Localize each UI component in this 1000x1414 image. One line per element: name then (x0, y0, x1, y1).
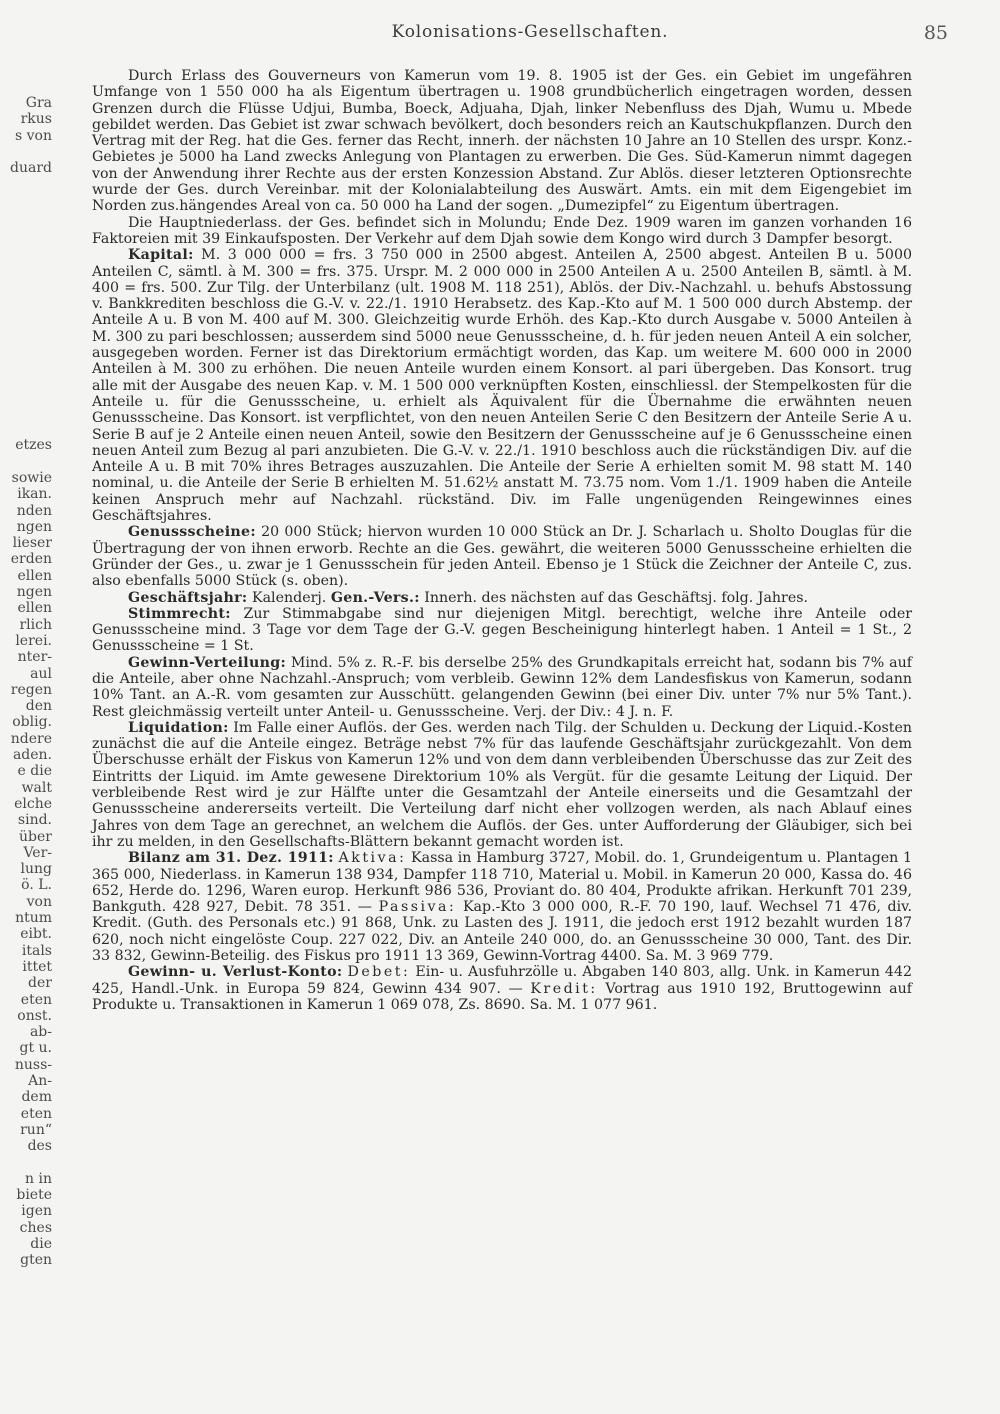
margin-fragment: nter- (17, 649, 52, 666)
margin-fragment: gten (20, 1252, 52, 1269)
margin-fragment: nden (16, 502, 52, 519)
margin-fragment: ches (19, 1219, 52, 1236)
margin-fragment: Ver- (23, 844, 52, 861)
margin-fragment: des (27, 1138, 52, 1155)
margin-fragment: aden. (12, 747, 52, 763)
margin-fragment: die (30, 1236, 52, 1252)
debet-text: Ein- u. Ausfuhrzölle u. Abgaben 140 803, allg. Unk. in Kamerun 442 425, Handl.-Unk. in Europa 59 824, Gewinn 434 907. — (92, 964, 913, 997)
section-label: Genussscheine: (128, 524, 256, 541)
margin-fragment: oblig. (12, 714, 52, 731)
article-body (92, 68, 912, 1013)
section-label: Liquidation: (128, 719, 229, 736)
passiva-label: Passiva: (378, 899, 457, 916)
margin-fragment: ellen (17, 567, 52, 584)
aktiva-label: Aktiva: (338, 850, 407, 867)
section-text: M. 3 000 000 = frs. 3 750 000 in 2500 abgest. Anteilen A, 2500 abgest. Anteilen B u. 5000 Anteilen C, sämtl. à M. 300 = frs. 375. Urspr. M. 2 000 000 in 2500 Anteilen A u. 2500 Anteilen B, sämtl. à M. 400 = frs. 500. Zur Tilg. der Unterbilanz (ult. 1908 M. 118 251), Ablös. der Div.-Nachzahl. u. behufs Abstossung v. Bankkrediten beschloss die G.-V. v. 22./1. 1910 Herabsetz. des Kap.-Kto auf M. 1 500 000 durch Abstemp. der Anteile A u. B von M. 400 auf M. 300. Gleichzeitig wurde Erhöh. des Kap.-Kto durch Ausgabe v. 5000 Anteilen à M. 300 zu pari beschlossen; ausserdem sind 5000 neue Genussscheine, d. h. für jeden neuen Anteil A ein solcher, ausgegeben worden. Ferner ist das Direktorium ermächtigt worden, das Kap. um weitere M. 600 000 in 2000 Anteilen à M. 300 zu erhöhen. Die neuen Anteile wurden einem Konsort. al pari übergeben. Das Konsort. trug alle mit der Ausgabe des neuen Kap. v. M. 1 500 000 verknüpften Kosten, einschliessl. der Stempelkosten für die Anteile u. für die Genussscheine, u. erhielt als Äquivalent für die Übernahme die erwähnten neuen Genussscheine. Das Konsort. ist verpflichtet, von den neuen Anteilen Serie C den Besitzern der Anteile Serie A u. Serie B auf je 2 Anteile einen neuen Anteil, sowie den Besitzern der Genussscheine auf je 6 Genussscheine einen neuen Anteil zum Bezug al pari anzubieten. Die G.-V. v. 22./1. 1910 beschloss auch die rückständigen Div. auf die Anteile A u. B mit 70% ihres Betrages auszuzahlen. Die Anteile der Serie A erhielten somit M. 98 statt M. 140 nominal, u. die Anteile der Serie B erhielten M. 51.62½ anstatt M. 73.75 nom. Vom 1./1. 1909 haben die Anteile keinen Anspruch mehr auf Nachzahl. rückständ. Div. im Falle ungenügenden Reingewinnes eines Geschäftsjahres. (92, 247, 912, 525)
page-number: 85 (923, 22, 948, 44)
section-text: Zur Stimmabgabe sind nur diejenigen Mitgl. berechtigt, welche ihre Anteile oder Genussscheine mind. 3 Tage vor dem Tage der G.-V. gegen Bescheinigung hinterlegt haben. 1 Anteil = 1 St., 2 Genussscheine = 1 St. (92, 605, 912, 655)
margin-fragment: eibt. (20, 926, 52, 943)
margin-fragment: sind. (17, 812, 52, 829)
section-gewinn-verteilung (92, 655, 912, 720)
margin-fragment: ngen (16, 584, 52, 600)
margin-fragment: igen (21, 1203, 52, 1220)
margin-fragment: Gra (25, 95, 52, 111)
kredit-text: Vortrag aus 1910 192, Bruttogewinn auf Produkte u. Transaktionen in Kamerun 1 069 078, Zs. 8690. Sa. M. 1 077 961. (92, 980, 913, 1013)
margin-fragment: erden (10, 551, 52, 568)
section-label: Gen.-Vers.: (330, 589, 420, 606)
margin-fragment: regen (10, 681, 52, 698)
margin-fragment: eten (20, 991, 52, 1008)
page-header (90, 22, 970, 52)
margin-fragment: ab- (29, 1024, 52, 1041)
section-label: Gewinn-Verteilung: (128, 654, 286, 671)
previous-page-edge (0, 95, 58, 1395)
section-liquidation (92, 720, 912, 850)
margin-fragment: run“ (20, 1121, 52, 1138)
aktiva-text: Kassa in Hamburg 3727, Mobil. do. 1, Grundeigentum u. Plantagen 1 365 000, Niederlass. in Kamerun 138 934, Dampfer 118 710, Material u. Mobil. in Kamerun 20 000, Kassa do. 46 652, Herde do. 1296, Waren europ. Herkunft 986 536, Proviant do. 80 404, Produkte afrikan. Herkunft 701 239, Bankguth. 428 927, Debit. 78 351. — (92, 850, 912, 916)
passiva-text: Kap.-Kto 3 000 000, R.-F. 70 190, lauf. Wechsel 71 476, div. Kredit. (Guth. des Personals etc.) 91 868, Unk. zu Lasten des J. 1911, die jedoch erst 1912 bezahlt wurden 187 620, noch nicht eingelöste Coup. 227 022, Div. an Anteile 240 000, do. an Genussscheine 30 000, Tant. des Dir. 33 832, Gewinn-Beteilig. des Fiskus pro 1911 13 369, Gewinn-Vortrag 4400. Sa. M. 3 969 779. (92, 899, 913, 965)
margin-fragment: den (25, 698, 52, 715)
section-stimmrecht (92, 606, 912, 655)
margin-fragment: ngen (16, 518, 52, 535)
margin-fragment: elche (14, 795, 52, 812)
section-text: Innerh. des nächsten auf das Geschäftsj. folg. Jahres. (424, 589, 809, 606)
margin-fragment: e die (17, 763, 52, 780)
margin-fragment: dem (21, 1089, 52, 1106)
debet-label: Debet: (347, 964, 411, 981)
section-text: Im Falle einer Auflös. der Ges. werden nach Tilg. der Schulden u. Deckung der Liquid.-Kosten zunächst die auf die Anteile eingez. Beträge nebst 7% für das laufende Geschäftsjahr zurückgezahlt. Von dem Überschusse erhält der Fiskus von Kamerun 12% und von dem dann verbleibenden Überschusse das zur Zeit des Eintritts der Liquid. im Amte gewesene Direktorium 10% als Vergüt. für die gesamte Leitung der Liquid. Der verbleibende Rest wird je zur Hälfte unter die Gesamtzahl der Anteile einerseits und die Gesamtzahl der Genussscheine andererseits verteilt. Die Verteilung darf nicht eher vollzogen werden, als nach Ablauf eines Jahres von dem Tage an gerechnet, an welchem die Auflös. der Ges. unter Aufforderung der Gläubiger, sich bei ihr zu melden, in den Gesellschafts-Blättern bekannt gemacht worden ist. (92, 719, 913, 850)
margin-fragment: ittet (22, 958, 52, 975)
margin-fragment: über (19, 828, 52, 845)
section-text: Kalenderj. (252, 589, 327, 606)
margin-fragment: ndere (10, 730, 52, 747)
section-label: Gewinn- u. Verlust-Konto: (128, 964, 343, 981)
margin-fragment: sowie (11, 469, 52, 486)
margin-fragment: duard (10, 160, 52, 177)
paragraph-grant: Durch Erlass des Gouverneurs von Kamerun vom 19. 8. 1905 ist der Ges. ein Gebiet im ungefähren Umfange von 1 550 000 ha als Eigentum übertragen u. 1908 grundbücherlich eingetragen worden, dessen Grenzen durch die Flüsse Udjui, Bumba, Boeck, Adjuaha, Djah, linker Nebenfluss des Djah, Wumu u. Mbede gebildet werden. Das Gebiet ist zwar schwach bevölkert, doch besonders reich an Kautschukpflanzen. Durch den Vertrag mit der Reg. hat die Ges. ferner das Recht, innerh. der nächsten 10 Jahre an 10 Stellen des urspr. Konz.-Gebietes je 5000 ha Land zwecks Anlegung von Plantagen zu erwerben. Die Ges. Süd-Kamerun nimmt dagegen von der Anwendung ihrer Rechte aus der ersten Konzession Abstand. Zur Ablös. dieser letzteren Optionsrechte wurde der Ges. durch Vereinbar. mit der Kolonialabteilung des Auswärt. Amts. ein mit dem Eigengebiet im Norden zus.hängendes Areal von ca. 50 000 ha Land der sogen. „Dumezipfel“ zu Eigentum übertragen. (92, 68, 912, 215)
margin-fragment: s von (15, 127, 52, 144)
margin-fragment: rkus (20, 111, 52, 128)
section-geschaeftsjahr (92, 590, 912, 606)
margin-fragment: itals (21, 942, 52, 959)
margin-fragment: der (28, 975, 52, 992)
margin-fragment: von (26, 893, 52, 910)
kredit-label: Kredit: (530, 980, 598, 997)
margin-fragment: walt (21, 779, 52, 796)
section-text: Mind. 5% z. R.-F. bis derselbe 25% des Grundkapitals erreicht hat, sodann bis 7% auf die Anteile, aber ohne Nachzahl.-Anspruch; vom verbleib. Gewinn 12% dem Landesfiskus von Kamerun, sodann 10% Tant. an A.-R. vom gesamten zur Ausschütt. gelangenden Gewinn (bei einer Div. unter 7% nur 5% Tant.). Rest gleichmässig verteilt unter Anteil- u. Genussscheine. Verj. der Div.: 4 J. n. F. (92, 654, 913, 720)
margin-fragment: onst. (17, 1007, 52, 1024)
margin-fragment: nuss- (14, 1056, 52, 1073)
margin-fragment: ntum (15, 910, 52, 926)
section-text: 20 000 Stück; hiervon wurden 10 000 Stück an Dr. J. Scharlach u. Sholto Douglas für die Übertragung der von ihnen erworb. Rechte an die Ges. gewährt, die weiteren 5000 Genussscheine erhielten die Gründer der Ges., u. zwar je 1 Genussschein für jeden Anteil. Ebenso je 1 Stück die Zeichner der Anteile C, zus. also ebenfalls 5000 Stück (s. oben). (92, 524, 912, 590)
margin-fragment: rlich (19, 616, 52, 633)
margin-fragment: etzes (15, 437, 52, 454)
section-label: Kapital: (128, 247, 194, 264)
running-head: Kolonisations-Gesellschaften. (391, 22, 669, 42)
margin-fragment: ikan. (17, 486, 52, 503)
section-gewinn-verlust (92, 964, 912, 1013)
margin-fragment: gt u. (19, 1040, 52, 1057)
margin-fragment: ö. L. (21, 877, 52, 894)
margin-fragment: lung (20, 861, 52, 878)
section-kapital (92, 247, 912, 524)
section-label: Stimmrecht: (128, 605, 231, 622)
margin-fragment: lieser (12, 535, 52, 552)
margin-fragment: lerei. (15, 632, 52, 649)
paragraph-branch: Die Hauptniederlass. der Ges. befindet sich in Molundu; Ende Dez. 1909 waren im ganzen vorhanden 16 Faktoreien mit 39 Einkaufsposten. Der Verkehr auf dem Djah sowie dem Kongo wird durch 3 Dampfer besorgt. (92, 214, 912, 247)
section-genussscheine (92, 524, 912, 589)
margin-fragment: eten (20, 1105, 52, 1122)
margin-fragment: ellen (17, 600, 52, 617)
section-label: Geschäftsjahr: (128, 589, 248, 606)
margin-fragment: An- (28, 1073, 52, 1089)
margin-fragment: biete (16, 1187, 52, 1204)
section-label: Bilanz am 31. Dez. 1911: (128, 850, 334, 867)
section-bilanz (92, 850, 912, 964)
margin-fragment: n in (25, 1170, 52, 1187)
margin-fragment: aul (30, 665, 52, 682)
